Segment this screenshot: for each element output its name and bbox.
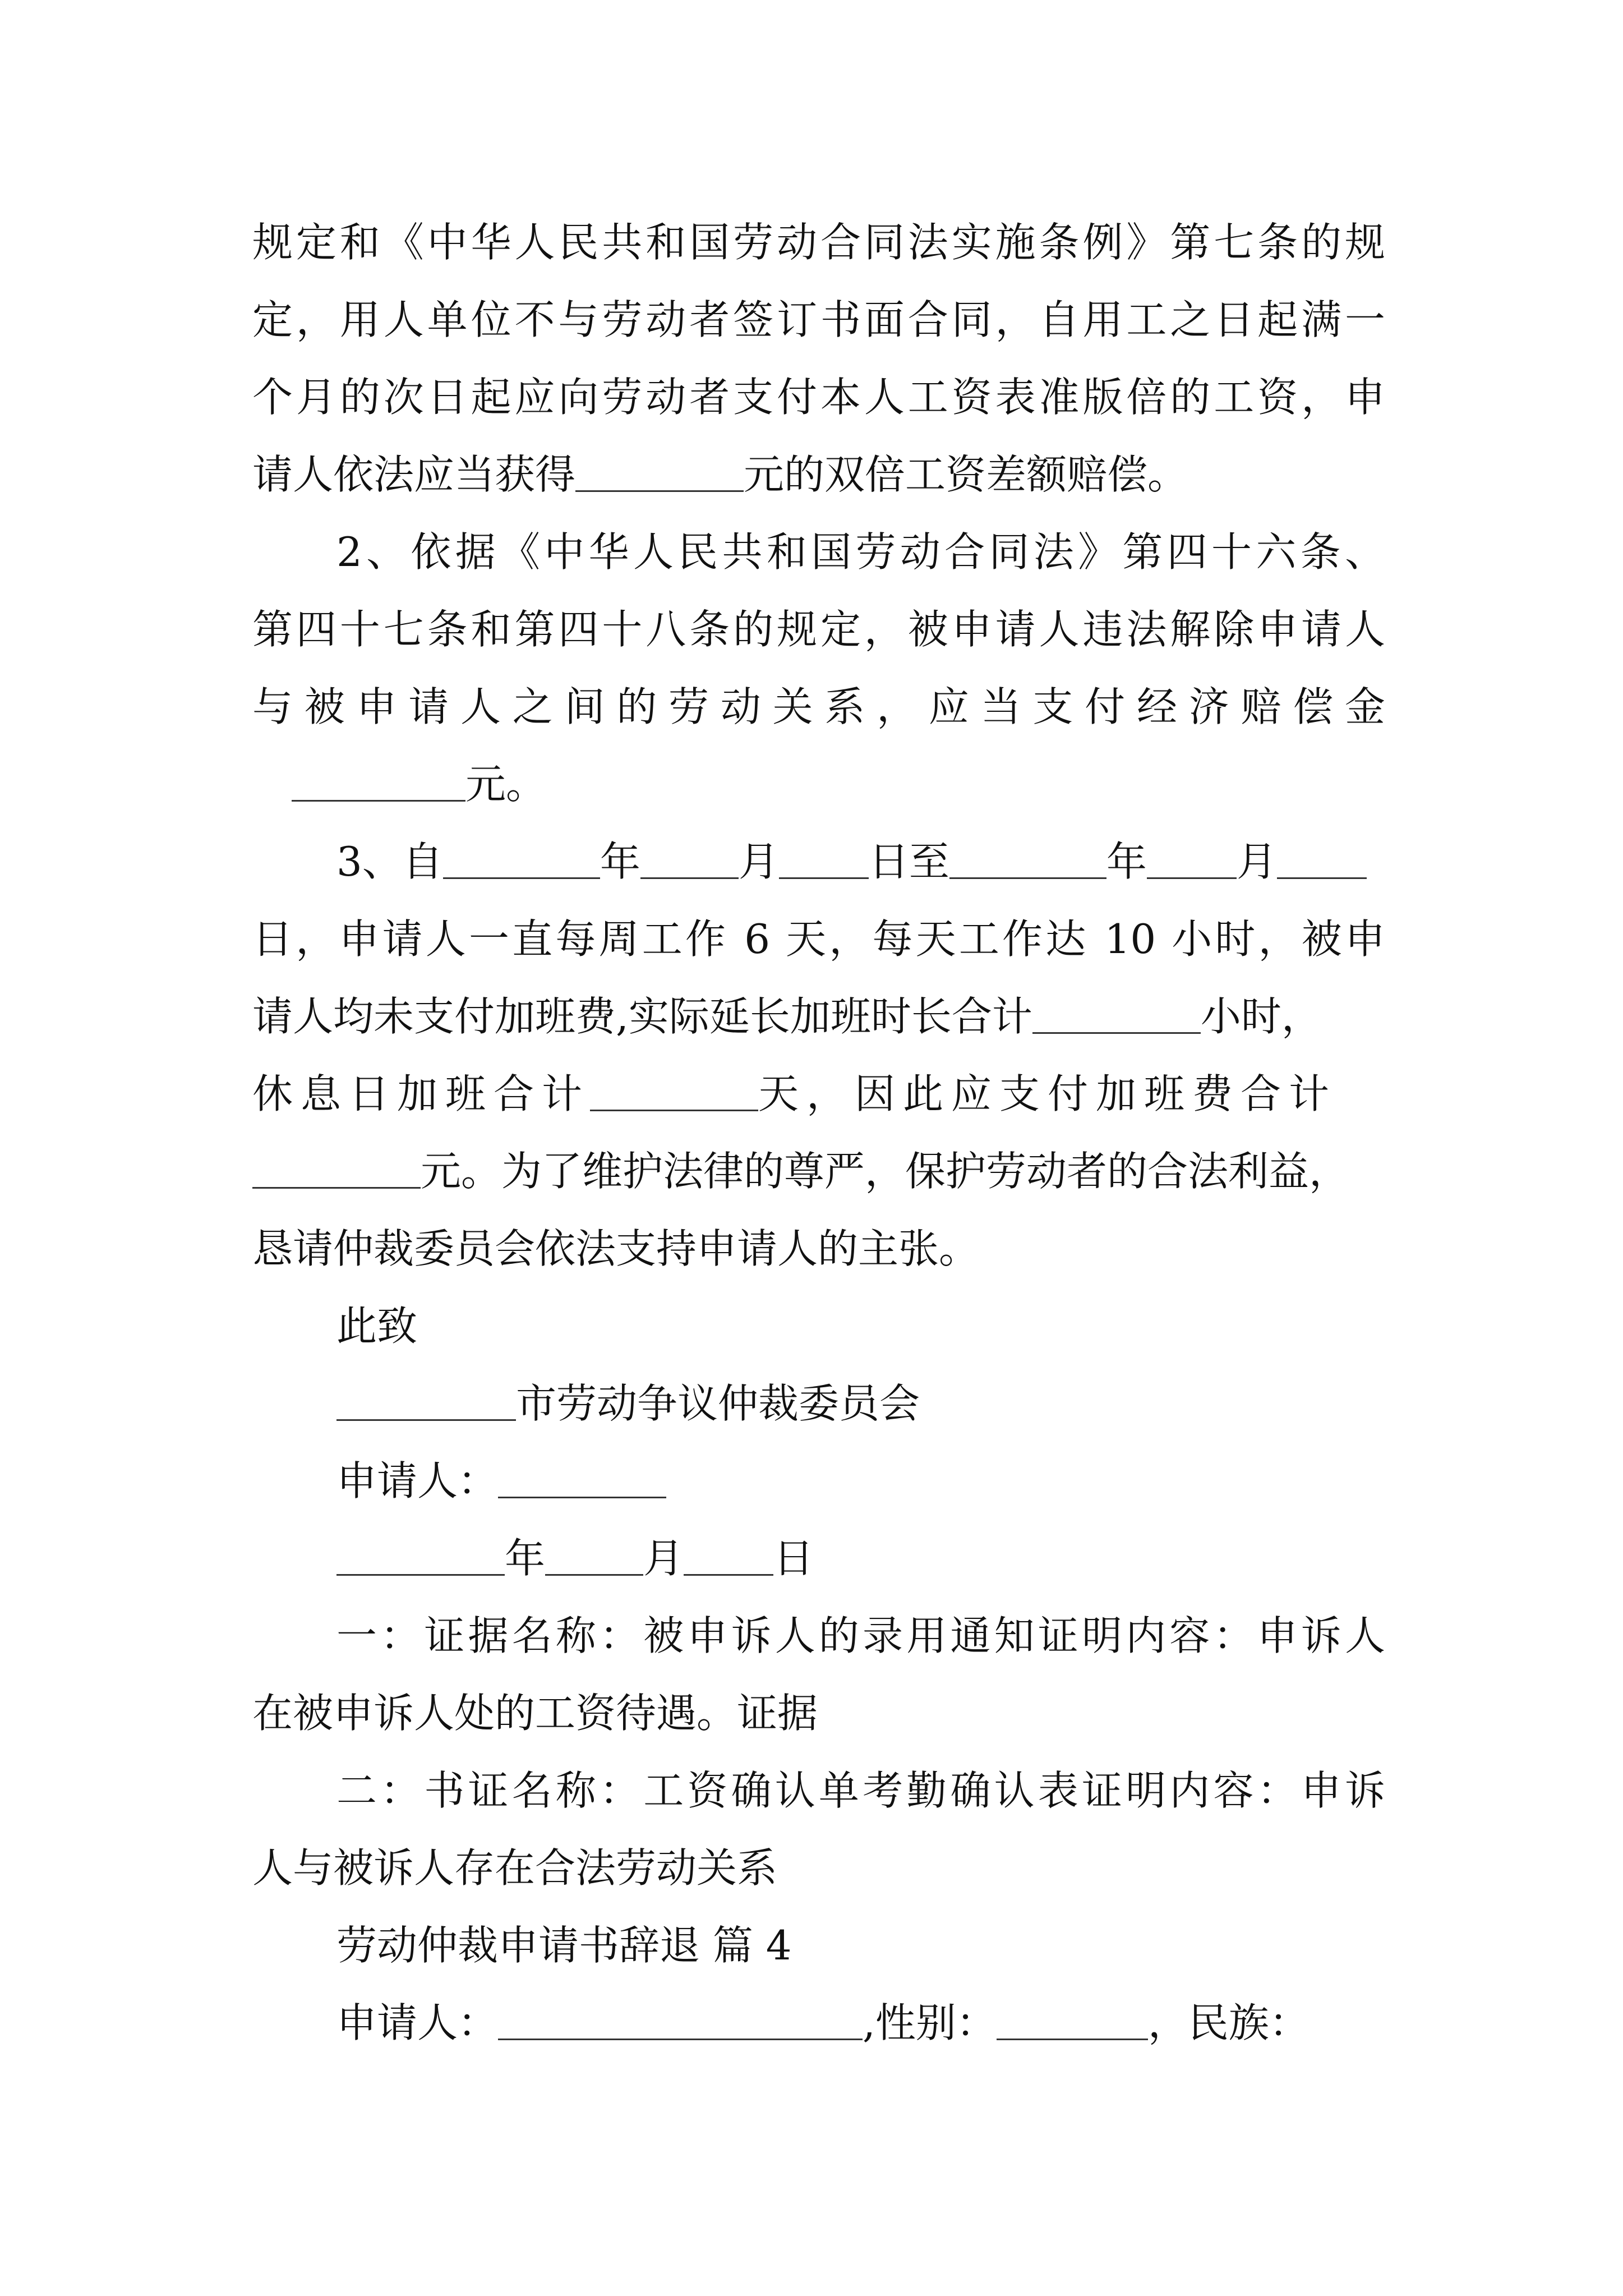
fill-blank <box>498 1461 666 1498</box>
fill-blank <box>575 454 744 492</box>
fill-blank <box>443 841 600 879</box>
section-heading: 劳动仲裁申请书辞退 篇 4 <box>336 1922 792 1969</box>
text-line: 休息日加班合计 天，因此应支付加班费合计 <box>252 1070 1338 1117</box>
fill-blank <box>1032 996 1201 1034</box>
fill-blank <box>498 2003 863 2040</box>
text-line: 与被申请人之间的劳动关系，应当支付经济赔偿金 <box>252 683 1385 730</box>
fill-blank <box>997 2003 1148 2040</box>
text-line: 申请人： ,性别： ，民族： <box>336 1999 1310 2046</box>
text-line: 定，用人单位不与劳动者签订书面合同，自用工之日起满一 <box>252 296 1385 343</box>
text-line: 此致 <box>336 1303 418 1350</box>
text-line: 元。 <box>292 756 1385 812</box>
fill-blank <box>590 1074 758 1111</box>
text-line: 个月的次日起应向劳动者支付本人工资表准版倍的工资，申 <box>252 374 1385 421</box>
text-line: 请人均未支付加班费,实际延长加班时长合计 小时， <box>252 993 1322 1040</box>
text-line: 恳请仲裁委员会依法支持申请人的主张。 <box>252 1225 980 1272</box>
text-line: 元。为了维护法律的尊严，保护劳动者的合法利益， <box>252 1143 1385 1199</box>
fill-blank <box>336 1538 505 1576</box>
text-line: 申请人： <box>336 1453 1385 1509</box>
fill-blank <box>292 764 465 802</box>
fill-blank <box>949 841 1106 879</box>
text-line: 二：书证名称：工资确认单考勤确认表证明内容：申诉 <box>336 1767 1385 1814</box>
fill-blank <box>640 841 739 879</box>
fill-blank <box>252 1151 421 1189</box>
text-line: 第四十七条和第四十八条的规定，被申请人违法解除申请人 <box>252 606 1385 653</box>
fill-blank <box>336 1383 516 1421</box>
text-line: 2、依据《中华人民共和国劳动合同法》第四十六条、 <box>336 528 1385 576</box>
text-line: 人与被诉人存在合法劳动关系 <box>252 1844 778 1892</box>
text-line: 规定和《中华人民共和国劳动合同法实施条例》第七条的规 <box>252 219 1385 266</box>
text-line: 3、自 年 月 日至 年 月 <box>336 834 1385 890</box>
fill-blank <box>1277 841 1367 879</box>
text-line: 年 月 日 <box>336 1530 1385 1586</box>
fill-blank <box>1147 841 1237 879</box>
text-line: 请人依法应当获得 元的双倍工资差额赔偿。 <box>252 451 1188 498</box>
fill-blank <box>779 841 869 879</box>
text-line: 一：证据名称：被申诉人的录用通知证明内容：申诉人 <box>336 1612 1385 1659</box>
fill-blank <box>684 1538 773 1576</box>
text-line: 在被申诉人处的工资待遇。证据 <box>252 1690 818 1737</box>
text-line: 日，申请人一直每周工作 6 天，每天工作达 10 小时，被申 <box>252 915 1385 963</box>
fill-blank <box>545 1538 643 1576</box>
text-line: 市劳动争议仲裁委员会 <box>336 1375 1385 1432</box>
